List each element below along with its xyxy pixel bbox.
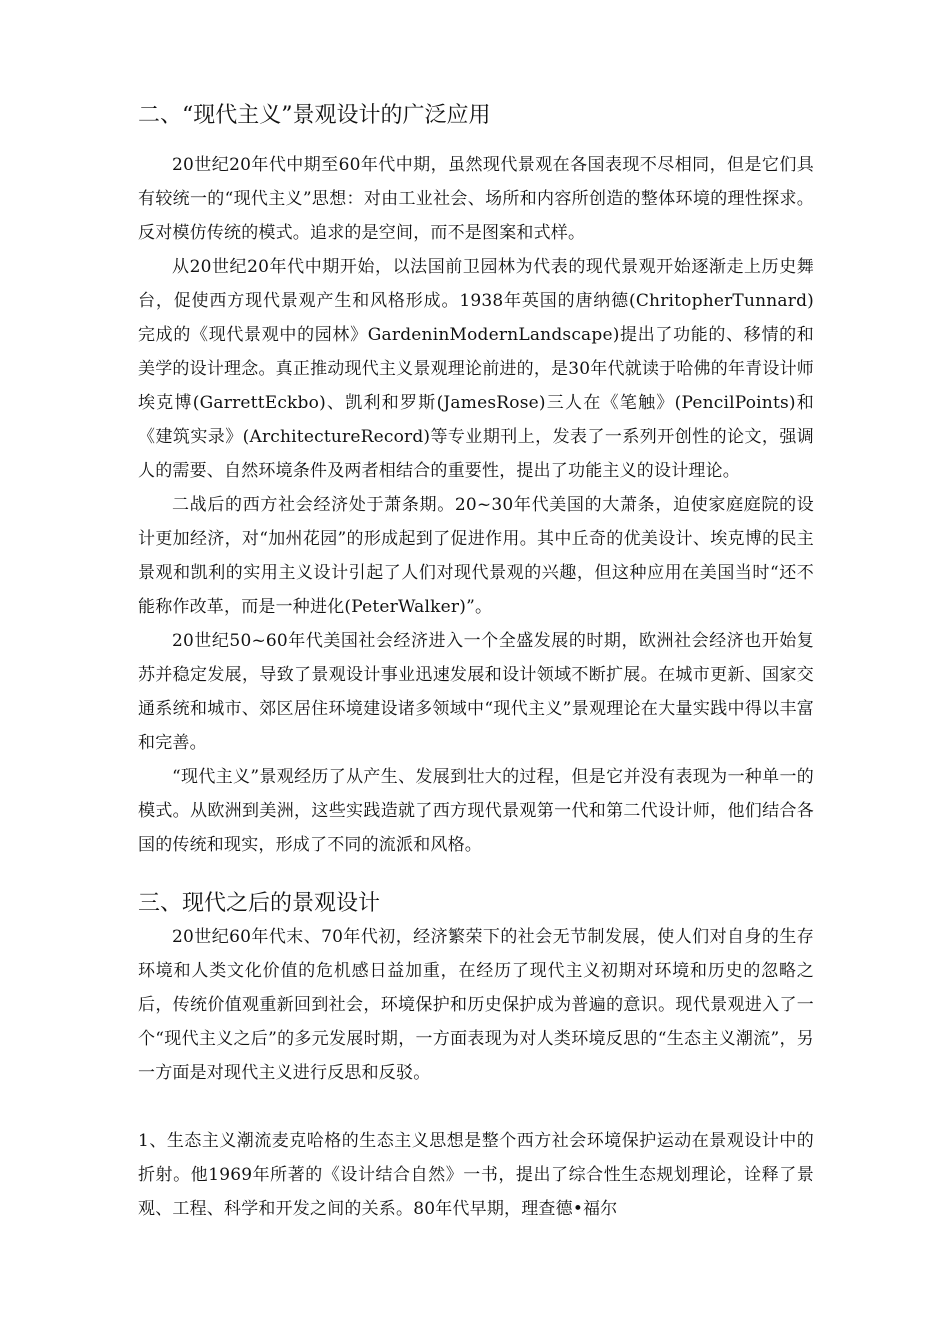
paragraph-postmodern-overview: 20世纪60年代末、70年代初，经济繁荣下的社会无节制发展，使人们对自身的生存环境和人类文化价值的危机感日益加重，在经历了现代主义初期对环境和历史的忽略之后，传统价值观重新回到社会，环境保护和历史保护成为普遍的意识。现代景观进入了一个“现代主义之后”的多元发展时期，一方面表现为对人类环境反思的“生态主义潮流”，另一方面是对现代主义进行反思和反驳。 [138,927,814,1083]
document-body [138,100,814,1226]
paragraph-modernism-diversity: “现代主义”景观经历了从产生、发展到壮大的过程，但是它并没有表现为一种单一的模式。从欧洲到美洲，这些实践造就了西方现代景观第一代和第二代设计师，他们结合各国的传统和现实，形成了不同的流派和风格。 [138,767,814,855]
paragraph-ecology-trend: 1、生态主义潮流麦克哈格的生态主义思想是整个西方社会环境保护运动在景观设计中的折射。他1969年所著的《设计结合自然》一书，提出了综合性生态规划理论，诠释了景观、工程、科学和开发之间的关系。80年代早期，理查德•福尔 [138,1131,814,1219]
paragraph-50s-60s-development: 20世纪50~60年代美国社会经济进入一个全盛发展的时期，欧洲社会经济也开始复苏并稳定发展，导致了景观设计事业迅速发展和设计领域不断扩展。在城市更新、国家交通系统和城市、郊区居住环境建设诸多领域中“现代主义”景观理论在大量实践中得以丰富和完善。 [138,631,814,753]
paragraph-modernism-overview: 20世纪20年代中期至60年代中期，虽然现代景观在各国表现不尽相同，但是它们具有较统一的“现代主义”思想：对由工业社会、场所和内容所创造的整体环境的理性探求。反对模仿传统的模式。追求的是空间，而不是图案和式样。 [138,155,814,243]
section-heading-postmodern: 三、现代之后的景观设计 [138,891,381,916]
paragraph-modernism-origins: 从20世纪20年代中期开始，以法国前卫园林为代表的现代景观开始逐渐走上历史舞台，促使西方现代景观产生和风格形成。1938年英国的唐纳德(ChritopherTunnard)完成的《现代景观中的园林》GardeninModernLandscape)提出了功能的、移情的和美学的设计理念。真正推动现代主义景观理论前进的，是30年代就读于哈佛的年青设计师埃克博(GarrettEckbo)、凯利和罗斯(JamesRose)三人在《笔触》(PencilPoints)和《建筑实录》(ArchitectureRecord)等专业期刊上，发表了一系列开创性的论文，强调人的需要、自然环境条件及两者相结合的重要性，提出了功能主义的设计理论。 [138,257,814,481]
section-heading-modernism: 二、“现代主义”景观设计的广泛应用 [138,103,491,128]
paragraph-postwar-economy: 二战后的西方社会经济处于萧条期。20~30年代美国的大萧条，迫使家庭庭院的设计更加经济，对“加州花园”的形成起到了促进作用。其中丘奇的优美设计、埃克博的民主景观和凯利的实用主义设计引起了人们对现代景观的兴趣，但这种应用在美国当时“还不能称作改革，而是一种进化(PeterWalker)”。 [138,495,814,617]
